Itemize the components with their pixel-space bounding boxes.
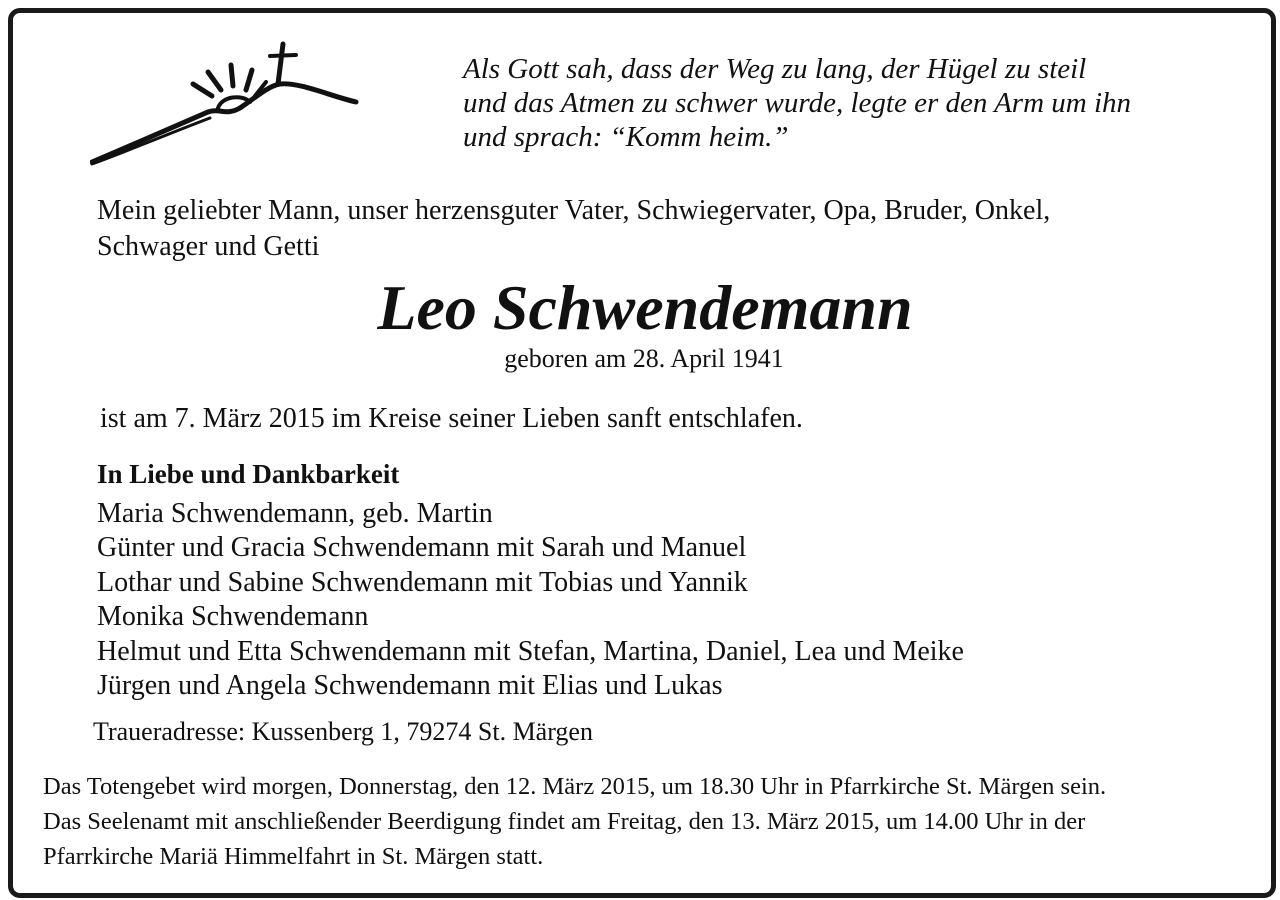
service-details (43, 769, 1258, 874)
intro-line: Mein geliebter Mann, unser herzensguter Vater, Schwiegervater, Opa, Bruder, Onkel, (97, 195, 1051, 226)
bible-verse (463, 52, 1243, 154)
mourning-address: Traueradresse: Kussenberg 1, 79274 St. Märgen (93, 717, 593, 746)
family-member: Jürgen und Angela Schwendemann mit Elias und Lukas (97, 670, 723, 702)
family-list (97, 497, 964, 703)
verse-line: Als Gott sah, dass der Weg zu lang, der Hügel zu steil (463, 53, 1087, 85)
cross-on-hill-with-rising-sun-icon (90, 38, 360, 166)
family-member: Maria Schwendemann, geb. Martin (97, 498, 493, 529)
service-line: Das Seelenamt mit anschließender Beerdigung findet am Freitag, den 13. März 2015, um 14.00 Uhr in der (43, 808, 1086, 835)
family-member: Helmut und Etta Schwendemann mit Stefan, Martina, Daniel, Lea und Meike (97, 635, 964, 667)
family-member: Monika Schwendemann (97, 601, 369, 633)
service-line: Das Totengebet wird morgen, Donnerstag, den 12. März 2015, um 18.30 Uhr in Pfarrkirche St. Märgen sein. (43, 773, 1107, 800)
intro-text (97, 193, 1227, 265)
family-member: Lothar und Sabine Schwendemann mit Tobias und Yannik (97, 566, 748, 598)
family-heading: In Liebe und Dankbarkeit (97, 459, 400, 489)
verse-line: und sprach: “Komm heim.” (463, 121, 789, 153)
deceased-name: Leo Schwendemann (377, 272, 913, 343)
service-line: Pfarrkirche Mariä Himmelfahrt in St. Märgen statt. (43, 843, 544, 870)
intro-line: Schwager und Getti (97, 231, 320, 262)
birth-date: geboren am 28. April 1941 (504, 344, 784, 373)
family-member: Günter und Gracia Schwendemann mit Sarah und Manuel (97, 532, 747, 564)
verse-line: und das Atmen zu schwer wurde, legte er den Arm um ihn (463, 87, 1132, 119)
passing-notice: ist am 7. März 2015 im Kreise seiner Lieben sanft entschlafen. (100, 403, 803, 434)
